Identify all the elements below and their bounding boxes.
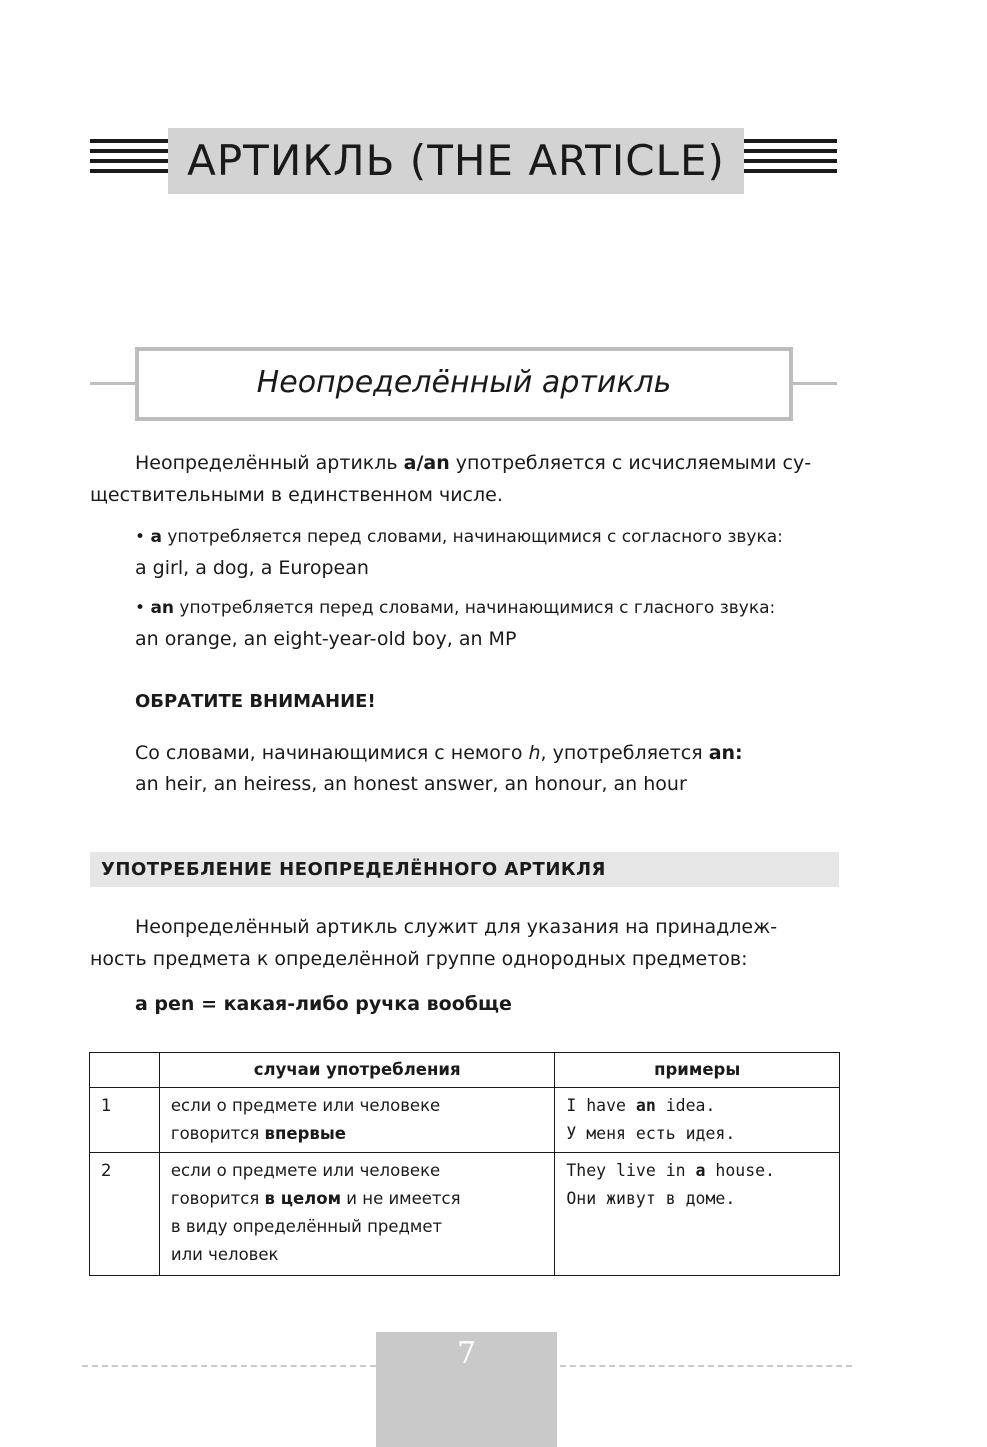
usage-table xyxy=(89,1052,840,1276)
footer-dash-right xyxy=(560,1365,852,1367)
title-lines-left xyxy=(90,139,168,179)
row-number: 2 xyxy=(90,1153,160,1276)
table-header-num xyxy=(90,1053,160,1088)
bullet-an-examples: an orange, an eight-year-old boy, an MP xyxy=(135,628,517,650)
usage-line-1: Неопределённый артикль служит для указания на принадлеж- xyxy=(135,916,778,938)
intro-line-1: Неопределённый артикль a/an употребляется с исчисляемыми су- xyxy=(135,452,812,474)
chapter-title: АРТИКЛЬ (THE ARTICLE) xyxy=(168,128,744,194)
note-heading: ОБРАТИТЕ ВНИМАНИЕ! xyxy=(135,691,376,712)
table-row xyxy=(90,1088,840,1153)
row-example: I have an idea. У меня есть идея. xyxy=(555,1088,840,1153)
table-header-cases: случаи употребления xyxy=(159,1053,554,1088)
bullet-a-rule: • a употребляется перед словами, начинающимися с согласного звука: xyxy=(135,527,783,547)
page-number: 7 xyxy=(456,1336,477,1371)
note-text: Со словами, начинающимися с немого h, употребляется an: xyxy=(135,742,743,764)
section-title: Неопределённый артикль xyxy=(256,365,672,400)
table-row xyxy=(90,1153,840,1276)
row-case: если о предмете или человеке говорится впервые xyxy=(159,1088,554,1153)
note-examples: an heir, an heiress, an honest answer, an honour, an hour xyxy=(135,773,687,795)
example-line: a pen = какая-либо ручка вообще xyxy=(135,993,512,1015)
row-example: They live in a house. Они живут в доме. xyxy=(555,1153,840,1276)
footer-dash-left xyxy=(82,1365,376,1367)
row-case: если о предмете или человеке говорится в целом и не имеется в виду определённый предмет или человек xyxy=(159,1153,554,1276)
row-number: 1 xyxy=(90,1088,160,1153)
intro-line-2: ществительными в единственном числе. xyxy=(90,484,503,506)
title-lines-right xyxy=(744,139,837,179)
table-header-row xyxy=(90,1053,840,1088)
table-header-examples: примеры xyxy=(555,1053,840,1088)
section-line-left xyxy=(90,382,135,385)
section-line-right xyxy=(793,382,837,385)
bullet-an-rule: • an употребляется перед словами, начинающимися с гласного звука: xyxy=(135,598,776,618)
bullet-a-examples: a girl, a dog, a European xyxy=(135,557,369,579)
usage-line-2: ность предмета к определённой группе однородных предметов: xyxy=(90,948,748,970)
subsection-title: УПОТРЕБЛЕНИЕ НЕОПРЕДЕЛЁННОГО АРТИКЛЯ xyxy=(101,859,606,880)
